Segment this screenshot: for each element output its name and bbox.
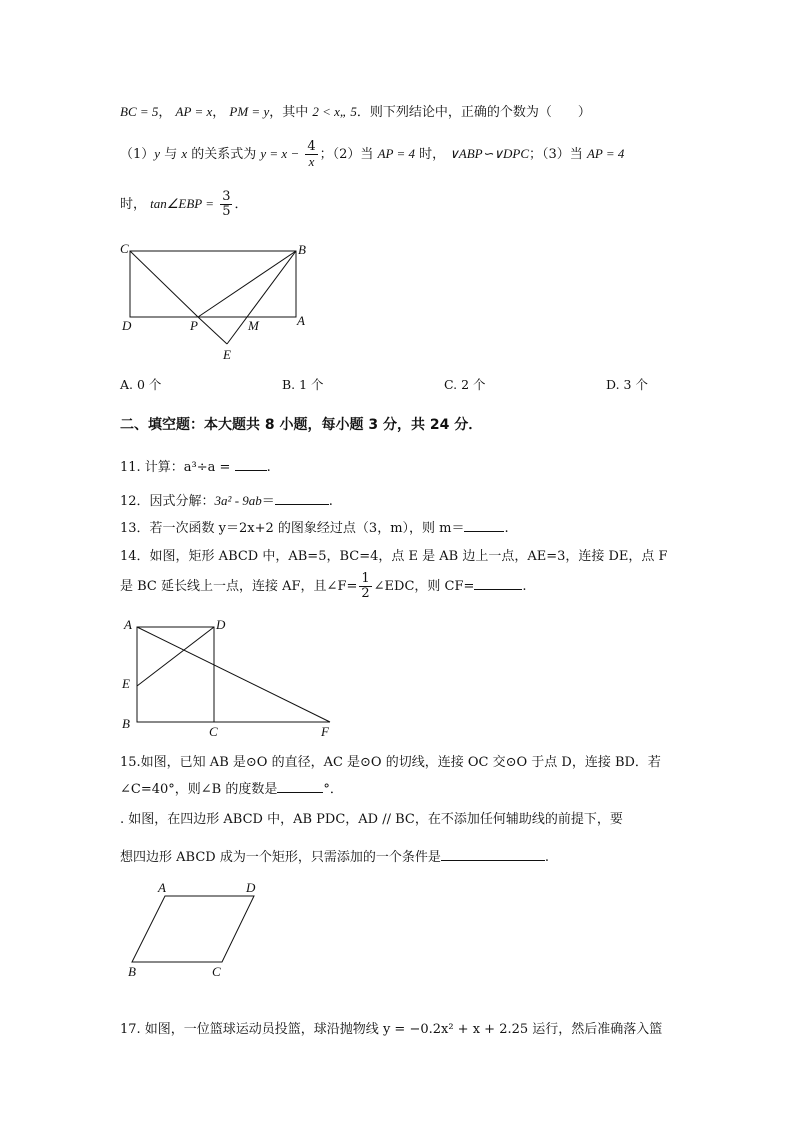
q10-fraction (305, 140, 317, 169)
q10-bc: BC = 5 (120, 104, 159, 119)
q11-text: 11. 计算：a³÷a = (120, 460, 235, 475)
answer-blank-q11[interactable] (235, 458, 267, 471)
q16-period: . (544, 850, 549, 865)
q14-line1: 14．如图，矩形 ABCD 中，AB=5，BC=4，点 E 是 AB 边上一点，AE=3，连接 DE，点 F (120, 549, 668, 564)
label-e: E (223, 347, 231, 362)
label-m: M (248, 318, 259, 333)
q10-line3 (120, 190, 247, 219)
q10-var-x: x (181, 146, 188, 161)
q14-text-pre: 是 BC 延长线上一点，连接 AF，且∠F= (120, 579, 358, 594)
q15-degree: °． (323, 782, 343, 797)
q10-tail: ．则下列结论中，正确的个数为（ ） (356, 105, 591, 120)
q12-text: 12．因式分解： (120, 494, 215, 509)
q10-ap: AP = x (175, 104, 213, 119)
answer-blank-q13[interactable] (464, 519, 504, 532)
fraction-denominator: 2 (361, 586, 370, 601)
q10-line2 (120, 140, 624, 169)
q10-ap-equals-4-second: AP = 4 (586, 146, 625, 161)
q16-figure (118, 878, 278, 978)
q10-c2: ， (212, 105, 226, 120)
fraction-denominator: x (308, 154, 315, 169)
q16-text: 想四边形 ABCD 成为一个矩形，只需添加的一个条件是 (120, 850, 441, 865)
q11 (120, 456, 271, 475)
label-d: D (246, 880, 256, 895)
label-c: C (120, 241, 129, 256)
label-b: B (298, 242, 306, 257)
segment-pe (198, 317, 227, 344)
q12 (120, 490, 333, 509)
q11-period: . (266, 460, 271, 475)
fraction-numerator: 4 (307, 139, 316, 154)
q14-text-post: ∠EDC，则 CF= (373, 579, 475, 594)
q10-var-y: y (154, 146, 161, 161)
q13-period: . (504, 521, 509, 536)
q10-line1 (120, 101, 591, 120)
label-p: P (190, 318, 198, 333)
choice-d: D. 3 个 (606, 377, 648, 392)
q10-tan-fraction (220, 190, 232, 219)
q10-c1: ， (158, 105, 172, 120)
label-a: A (158, 880, 166, 895)
label-b: B (128, 964, 136, 978)
q12-expression: 3a² - 9ab (214, 493, 262, 508)
q13 (120, 517, 509, 536)
q13-text: 13．若一次函数 y＝2x+2 的图象经过点（3，m），则 m＝ (120, 521, 465, 536)
q10-range: 2 < x„ 5 (312, 104, 357, 119)
fraction-numerator: 1 (361, 571, 370, 586)
segment-bp (198, 251, 296, 317)
choice-a: A. 0 个 (120, 377, 162, 392)
answer-blank-q16[interactable] (441, 848, 545, 861)
q10-pm: PM = y (229, 104, 270, 119)
q17-line1: 17. 如图，一位篮球运动员投篮，球沿抛物线 y = −0.2x² + x + 2.25 运行，然后准确落入篮 (120, 1022, 663, 1037)
q10-period: ． (234, 197, 248, 212)
choice-b: B. 1 个 (282, 377, 324, 392)
answer-blank-q12[interactable] (275, 492, 329, 505)
q10-similarity: ∨ABP∽∨DPC (449, 146, 530, 161)
label-c: C (209, 724, 218, 739)
q16-line2 (120, 846, 549, 865)
q10-item1-number: （1） (120, 147, 155, 162)
label-e: E (122, 676, 130, 691)
segment-cp (130, 251, 198, 317)
label-c: C (212, 964, 221, 978)
label-a: A (297, 313, 305, 328)
q15-line1: 15.如图，已知 AB 是⊙O 的直径，AC 是⊙O 的切线，连接 OC 交⊙O 于点 D，连接 BD．若 (120, 755, 661, 770)
label-a: A (124, 617, 132, 632)
q10-ap-equals-4: AP = 4 (377, 146, 415, 161)
q15-line2 (120, 778, 343, 797)
q12-period: . (328, 494, 333, 509)
q10-text-when: 时， (415, 147, 446, 162)
q10-c3: ，其中 (269, 105, 309, 120)
q10-text-mid: 与 (160, 147, 182, 162)
fraction-numerator: 3 (222, 189, 231, 204)
segment-be (227, 251, 296, 344)
q15-text: ∠C=40°，则∠B 的度数是 (120, 782, 278, 797)
q10-item3-number: ；（3）当 (529, 147, 583, 162)
q10-item2-number: ；（2）当 (319, 147, 374, 162)
q10-text-when2: 时， (120, 197, 147, 212)
q14-figure (118, 614, 338, 740)
rectangle-abcd (137, 627, 214, 722)
section-heading: 二、填空题：本大题共 8 小题，每小题 3 分，共 24 分． (120, 417, 483, 433)
q14-line2 (120, 572, 527, 601)
q12-equals: ＝ (261, 494, 275, 509)
q14-fraction (359, 572, 371, 601)
label-b: B (122, 716, 130, 731)
answer-blank-q15[interactable] (277, 780, 323, 793)
q10-expression: y = x − (260, 146, 300, 161)
q10-text-rel: 的关系式为 (187, 147, 257, 162)
q16-line1: . 如图，在四边形 ABCD 中，AB PDC，AD // BC，在不添加任何辅助线的前提下，要 (120, 812, 623, 827)
segment-af (137, 627, 330, 722)
parallelogram-abcd (132, 896, 254, 962)
choice-c: C. 2 个 (444, 377, 486, 392)
q10-tan-expression: tan∠EBP = (150, 196, 215, 211)
segment-ed (137, 627, 214, 686)
label-d: D (216, 617, 226, 632)
fraction-denominator: 5 (222, 204, 231, 219)
label-d: D (122, 318, 132, 333)
q14-period: . (522, 579, 527, 594)
label-f: F (321, 724, 329, 739)
q10-figure (118, 238, 318, 366)
answer-blank-q14[interactable] (474, 577, 522, 590)
